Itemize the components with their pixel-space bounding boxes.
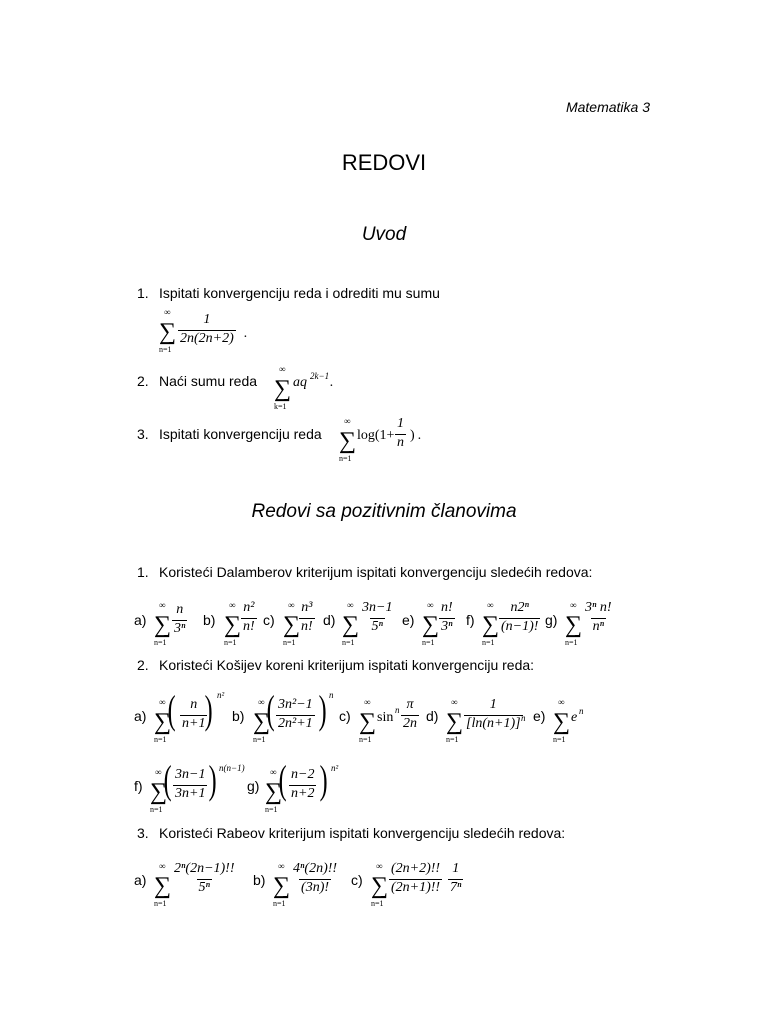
- item-text: Naći sumu reda: [159, 373, 258, 389]
- formula-fraction: $\frac{\text{4ⁿ(2n)!!}}{(3n)!}$: [293, 861, 338, 895]
- sum-symbol: ∞ ∑ n=1: [154, 600, 172, 647]
- page-header: Matematika 3: [565, 99, 650, 115]
- sum-symbol: ∞ ∑ n=1: [150, 767, 168, 814]
- formula-close: ): [410, 428, 415, 443]
- sum-symbol: ∞ ∑ n=1: [342, 600, 360, 647]
- formula-exponent: n: [521, 713, 526, 723]
- sum-symbol: ∞ ∑ n=1: [565, 600, 583, 647]
- paren-left: (: [163, 757, 172, 802]
- formula-exponent: n: [395, 705, 400, 715]
- label-g: g): [247, 778, 260, 794]
- label-f: f): [134, 778, 143, 794]
- label-f: f): [466, 612, 475, 628]
- sum-symbol: ∞ ∑ n=1: [265, 767, 283, 814]
- sum-symbol: ∞ ∑ n=1: [283, 600, 301, 647]
- item-number: 3.: [137, 426, 149, 442]
- label-a: a): [134, 872, 147, 888]
- formula-fraction: $\frac{1}{2n(2n+2)}$: [180, 312, 234, 346]
- formula-fraction: $\frac{1}{n}$: [397, 416, 404, 450]
- sum-symbol: ∞ ∑ n=1: [359, 697, 377, 744]
- paren-left: (: [278, 757, 287, 802]
- formula-fraction: $\frac{n}{\text{3ⁿ}}$: [174, 602, 186, 636]
- formula-fraction: $\frac{\text{n2ⁿ}}{(n-1)!}$: [501, 600, 539, 634]
- item-text: Koristeći Košijev koreni kriterijum ispitati konvergenciju reda:: [159, 657, 535, 673]
- label-b: b): [253, 872, 266, 888]
- formula-fraction: $\frac{n-2}{n+2}$: [291, 767, 315, 801]
- label-b: b): [203, 612, 216, 628]
- formula-exponent: 2k−1: [310, 371, 330, 381]
- section-heading-uvod: Uvod: [361, 224, 407, 245]
- item-text: Ispitati konvergenciju reda: [159, 426, 322, 442]
- formula-term: aq: [293, 375, 307, 390]
- formula-exponent: n²: [217, 690, 225, 700]
- formula-term: log(1+: [357, 428, 395, 443]
- period: .: [330, 375, 334, 390]
- formula-fraction: $\frac{3n-1}{\text{5ⁿ}}$: [362, 600, 393, 634]
- item-text: Ispitati konvergenciju reda i odrediti mu sumu: [159, 285, 440, 301]
- sum-symbol: ∞ ∑ n=1: [446, 697, 464, 744]
- sum-symbol: ∞ ∑ n=1: [553, 697, 571, 744]
- sum-symbol: ∞ ∑ n=1: [339, 416, 357, 463]
- formula-fraction: $\frac{\text{n²}}{n!}$: [243, 600, 255, 634]
- formula-fraction: $\frac{(2n+2)!!}{(2n+1)!!}$: [391, 861, 441, 895]
- formula-fraction: $\frac{1}{[\ln(n+1)]}$: [466, 697, 521, 731]
- page-title: REDOVI: [341, 150, 427, 175]
- formula-term: sin: [377, 710, 394, 725]
- sum-symbol: ∞ ∑ n=1: [253, 697, 271, 744]
- formula-fraction: $\frac{n}{n+1}$: [182, 697, 206, 731]
- paren-right: ): [318, 687, 327, 732]
- sum-symbol: ∞ ∑ n=1: [154, 697, 172, 744]
- paren-right: ): [319, 757, 328, 802]
- label-b: b): [232, 708, 245, 724]
- label-a: a): [134, 708, 147, 724]
- sum-symbol: ∞ ∑ n=1: [273, 861, 291, 908]
- sum-symbol: ∞ ∑ k=1: [274, 364, 292, 411]
- sum-symbol: ∞ ∑ n=1: [224, 600, 242, 647]
- item-number: 3.: [137, 825, 149, 841]
- sum-symbol: ∞ ∑ n=1: [154, 861, 172, 908]
- formula-fraction: $\frac{\text{n³}}{n!}$: [301, 600, 313, 634]
- formula-fraction: $\frac{1}{\text{7ⁿ}}$: [450, 861, 462, 895]
- formula-fraction: $\frac{\text{2ⁿ(2n−1)!!}}{\text{5ⁿ}}$: [174, 861, 235, 895]
- item-text: Koristeći Rabeov kriterijum ispitati konvergenciju sledećih redova:: [159, 825, 566, 841]
- label-c: c): [263, 612, 275, 628]
- sum-symbol: ∞ ∑ n=1: [422, 600, 440, 647]
- formula-exponent: n: [579, 706, 584, 716]
- label-a: a): [134, 612, 147, 628]
- item-number: 1.: [137, 285, 149, 301]
- formula-fraction: $\frac{\text{3n²−1}}{\text{2n²+1}}$: [278, 697, 313, 731]
- period: .: [418, 428, 422, 443]
- label-g: g): [545, 612, 558, 628]
- paren-left: (: [266, 687, 275, 732]
- sum-symbol: ∞ ∑ n=1: [159, 307, 177, 354]
- formula-fraction: $\frac{3n-1}{3n+1}$: [175, 767, 206, 801]
- label-c: c): [351, 872, 363, 888]
- period: .: [244, 326, 248, 341]
- formula-exponent: n: [329, 690, 334, 700]
- paren-right: ): [208, 757, 217, 802]
- item-number: 1.: [137, 564, 149, 580]
- section-heading-pozitivni: Redovi sa pozitivnim članovima: [251, 501, 517, 522]
- label-e: e): [533, 708, 546, 724]
- label-d: d): [323, 612, 336, 628]
- label-e: e): [402, 612, 415, 628]
- label-c: c): [339, 708, 351, 724]
- item-text: Koristeći Dalamberov kriterijum ispitati konvergenciju sledećih redova:: [159, 564, 593, 580]
- paren-left: (: [167, 687, 176, 732]
- sum-symbol: ∞ ∑ n=1: [482, 600, 500, 647]
- item-number: 2.: [137, 657, 149, 673]
- formula-exponent: n²: [331, 763, 339, 773]
- formula-fraction: $\frac{\text{3ⁿ n!}}{\text{nⁿ}}$: [585, 600, 612, 634]
- formula-fraction: $\frac{n!}{\text{3ⁿ}}$: [441, 600, 453, 634]
- sum-symbol: ∞ ∑ n=1: [371, 861, 389, 908]
- formula-fraction: $\frac{\pi}{2n}$: [403, 697, 417, 731]
- formula-term: e: [571, 710, 578, 725]
- paren-right: ): [204, 687, 213, 732]
- formula-exponent: n(n−1): [219, 763, 245, 773]
- label-d: d): [426, 708, 439, 724]
- item-number: 2.: [137, 373, 149, 389]
